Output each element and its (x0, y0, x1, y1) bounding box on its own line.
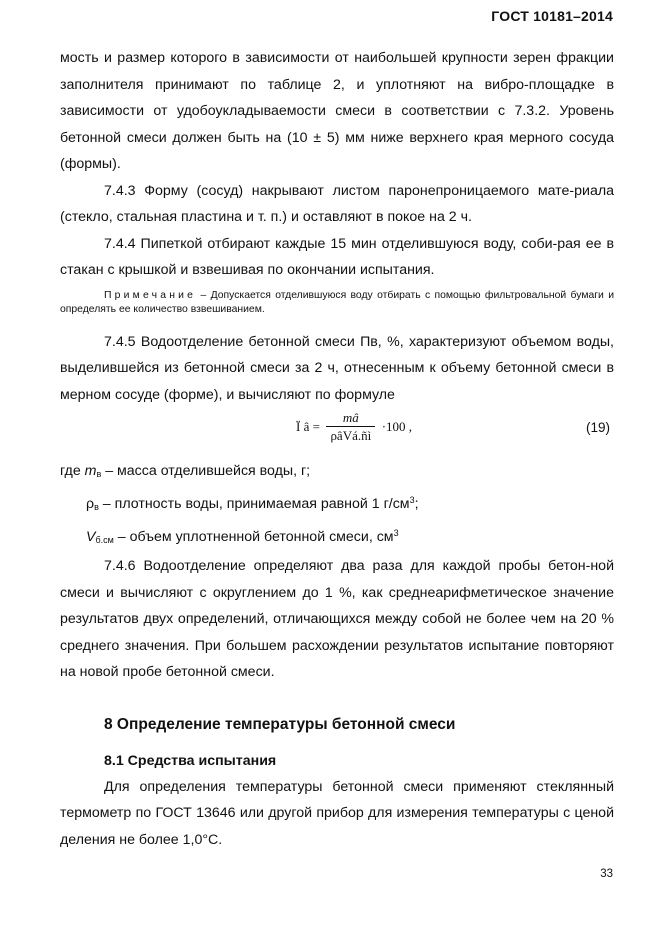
paragraph-7-4-4: 7.4.4 Пипеткой отбирают каждые 15 мин отделившуюся воду, соби-рая ее в стакан с крышкой и взвешивая по окончании испытания. (60, 235, 614, 278)
equation-number: (19) (585, 420, 610, 435)
formula-numerator: mâ (326, 410, 375, 427)
paragraph-8-1: Для определения температуры бетонной смеси применяют стеклянный термометр по ГОСТ 13646 или другой прибор для измерения температуры с ценой деления не более 1,0°С. (60, 778, 614, 848)
subsection-8-1-heading: 8.1 Средства испытания (104, 752, 277, 769)
body-text (60, 45, 614, 853)
definition-volume: $V_{б.см}$ – объем уплотненной бетонной смеси, $см^3$ (86, 528, 399, 545)
definition-mass: где $m_в$ – масса отделившейся воды, г; (60, 463, 311, 479)
paragraph-7-4-6: 7.4.6 Водоотделение определяют два раза для каждой пробы бетон-ной смеси и вычисляют с округлением до 1 %, как среднеарифметическое значение результатов двух определений, отличающихся между собой не более чем на 20 % среднего значения. При большем расхождении результатов испытание повторяют на новой пробе бетонной смеси. (60, 558, 614, 680)
formula-denominator: ρâVá.ñì (330, 428, 372, 443)
paragraph-continuation: мость и размер которого в зависимости от наибольшей крупности зерен фракции заполнителя принимают по таблице 2, и уплотняют на вибро-площадке в зависимости от удобоукладываемости смеси в соответствии с 7.3.2. Уровень бетонной смеси должен быть на (10 ± 5) мм ниже верхнего края мерного сосуда (формы). (60, 50, 614, 172)
formula-fraction (326, 410, 375, 444)
note (60, 289, 614, 317)
section-8-heading: 8 Определение температуры бетонной смеси (104, 715, 456, 733)
variable-definitions (60, 458, 614, 553)
paragraph-7-4-3: 7.4.3 Форму (сосуд) накрывают листом паронепроницаемого мате-риала (стекло, стальная пластина и т. п.) и оставляют в покое на 2 ч. (60, 182, 614, 225)
formula (296, 410, 412, 444)
formula-rhs: ·100 , (381, 419, 413, 434)
standard-number: ГОСТ 10181–2014 (491, 8, 613, 24)
page-number: 33 (600, 868, 613, 880)
formula-lhs: Ï â = (296, 419, 320, 434)
note-text: – Допускается отделившуюся воду отбирать с помощью фильтровальной бумаги и определять ее количество взвешиванием. (60, 289, 614, 315)
note-label: Примечание (104, 289, 197, 301)
definition-density: $\rho_в$ – плотность воды, принимаемая равной 1 $г/см^3$; (86, 495, 419, 512)
paragraph-7-4-5: 7.4.5 Водоотделение бетонной смеси Пв, %, характеризуют объемом воды, выделившейся из бетонной смеси за 2 ч, отнесенным к объему бетонной смеси в мерном сосуде (форме), и вычисляют по формуле (60, 333, 614, 403)
formula-19 (60, 410, 614, 460)
